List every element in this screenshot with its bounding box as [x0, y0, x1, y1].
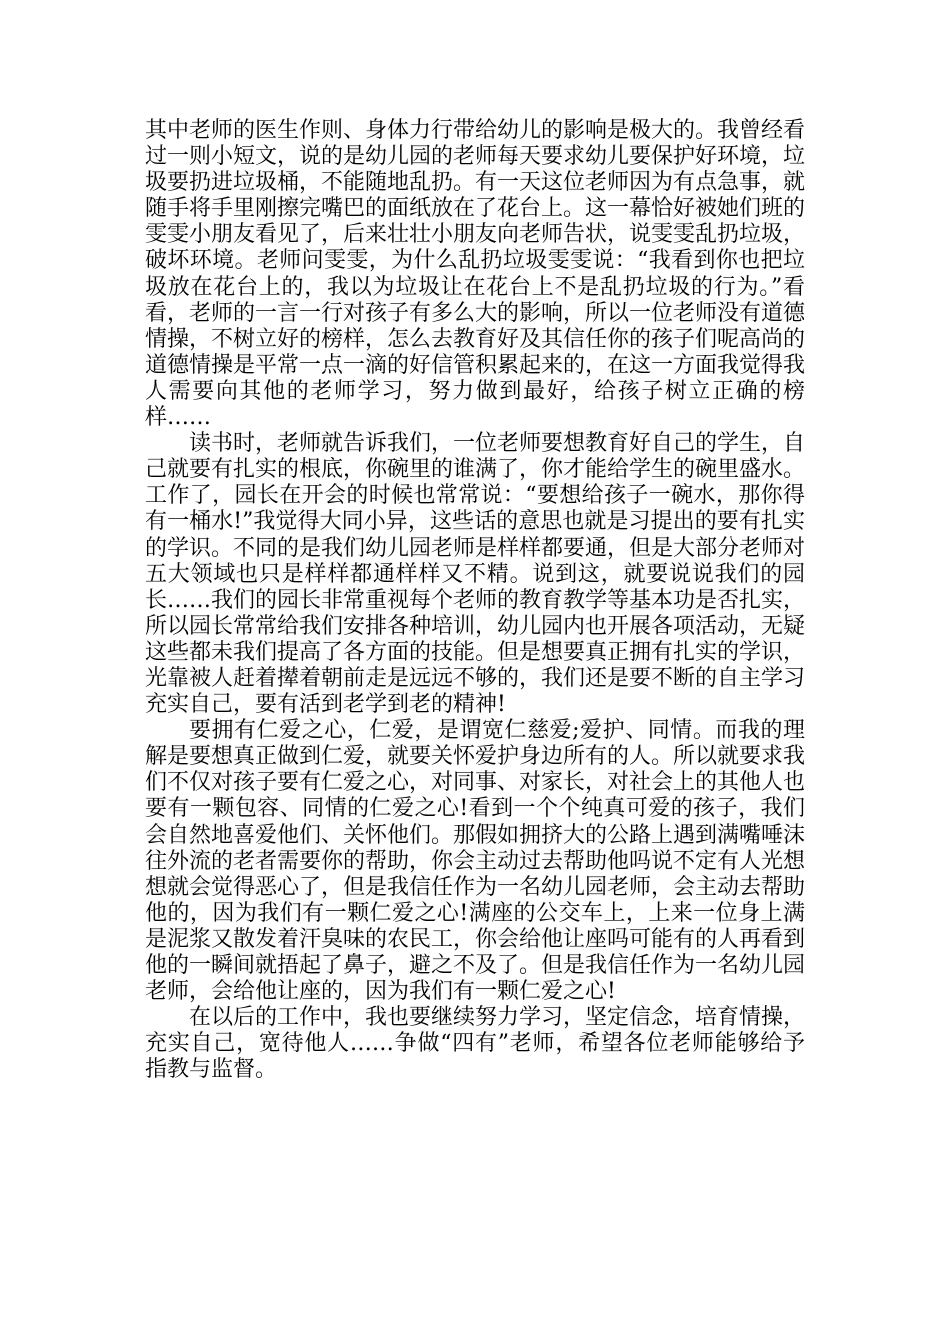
paragraph-2: 读书时，老师就告诉我们，一位老师要想教育好自己的学生，自己就要有扎实的根底，你碗里的谁满了，你才能给学生的碗里盛水。工作了，园长在开会的时候也常常说：“要想给孩子一碗水，那你得有一桶水!”我觉得大同小异，这些话的意思也就是习提出的要有扎实的学识。不同的是我们幼儿园老师是样样都要通，但是大部分老师对五大领域也只是样样都通样样又不精。说到这，就要说说我们的园长……我们的园长非常重视每个老师的教育教学等基本功是否扎实，所以园长常常给我们安排各种培训，幼儿园内也开展各项活动，无疑这些都未我们提高了各方面的技能。但是想要真正拥有扎实的学识，光靠被人赶着撵着朝前走是远远不够的，我们还是要不断的自主学习充实自己，要有活到老学到老的精神!: [145, 431, 806, 718]
paragraph-3: 要拥有仁爱之心，仁爱，是谓宽仁慈爱;爱护、同情。而我的理解是要想真正做到仁爱，就要关怀爱护身边所有的人。所以就要求我们不仅对孩子要有仁爱之心，对同事、对家长，对社会上的其他人也要有一颗包容、同情的仁爱之心!看到一个个纯真可爱的孩子，我们会自然地喜爱他们、关怀他们。那假如拥挤大的公路上遇到满嘴唾沫往外流的老者需要你的帮助，你会主动过去帮助他吗说不定有人光想想就会觉得恶心了，但是我信任作为一名幼儿园老师，会主动去帮助他的，因为我们有一颗仁爱之心!满座的公交车上，上来一位身上满是泥浆又散发着汗臭味的农民工，你会给他让座吗可能有的人再看到他的一瞬间就捂起了鼻子，避之不及了。但是我信任作为一名幼儿园老师，会给他让座的，因为我们有一颗仁爱之心!: [145, 718, 806, 1005]
paragraph-1: 其中老师的医生作则、身体力行带给幼儿的影响是极大的。我曾经看过一则小短文，说的是幼儿园的老师每天要求幼儿要保护好环境，垃圾要扔进垃圾桶，不能随地乱扔。有一天这位老师因为有点急事，就随手将手里刚擦完嘴巴的面纸放在了花台上。这一幕恰好被她们班的雯雯小朋友看见了，后来壮壮小朋友向老师告状，说雯雯乱扔垃圾，破坏环境。老师问雯雯，为什么乱扔垃圾雯雯说：“我看到你也把垃圾放在花台上的，我以为垃圾让在花台上不是乱扔垃圾的行为。”看看，老师的一言一行对孩子有多么大的影响，所以一位老师没有道德情操，不树立好的榜样，怎么去教育好及其信任你的孩子们呢高尚的道德情操是平常一点一滴的好信管积累起来的，在这一方面我觉得我人需要向其他的老师学习，努力做到最好，给孩子树立正确的榜样……: [145, 118, 806, 431]
paragraph-4: 在以后的工作中，我也要继续努力学习，坚定信念，培育情操，充实自己，宽待他人……争做“四有”老师，希望各位老师能够给予指教与监督。: [145, 1005, 806, 1083]
document-body: [145, 118, 805, 1083]
